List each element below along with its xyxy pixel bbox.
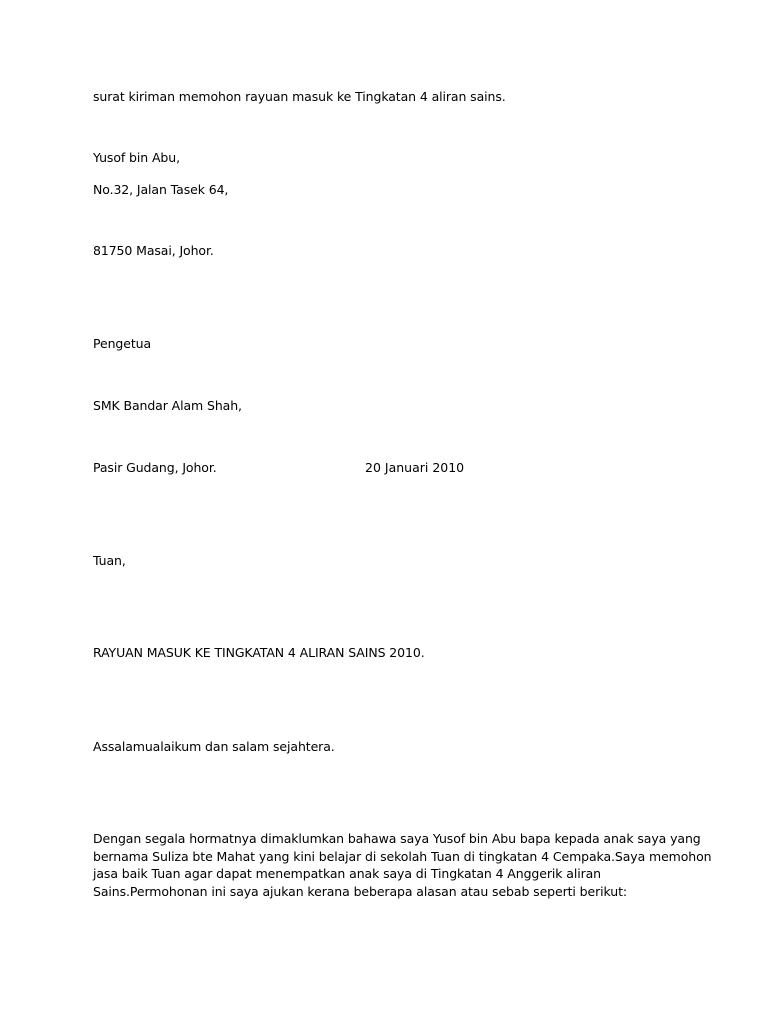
recipient-address: Pasir Gudang, Johor. <box>93 460 217 475</box>
letter-heading: surat kiriman memohon rayuan masuk ke Tingkatan 4 aliran sains. <box>93 89 506 104</box>
greeting: Assalamualaikum dan salam sejahtera. <box>93 739 335 754</box>
recipient-school: SMK Bandar Alam Shah, <box>93 398 242 413</box>
sender-address-line1: No.32, Jalan Tasek 64, <box>93 182 229 197</box>
sender-address-line2: 81750 Masai, Johor. <box>93 243 214 258</box>
letter-date: 20 Januari 2010 <box>365 460 465 475</box>
body-paragraph <box>93 830 712 900</box>
sender-name: Yusof bin Abu, <box>93 150 180 165</box>
recipient-title: Pengetua <box>93 336 152 351</box>
salutation: Tuan, <box>93 553 126 568</box>
body-line: jasa baik Tuan agar dapat menempatkan anak saya di Tingkatan 4 Anggerik aliran <box>93 866 601 881</box>
body-line: bernama Suliza bte Mahat yang kini belajar di sekolah Tuan di tingkatan 4 Cempaka.Saya memohon <box>93 848 712 864</box>
body-line: Sains.Permohonan ini saya ajukan kerana beberapa alasan atau sebab seperti berikut: <box>93 883 628 899</box>
body-line: Dengan segala hormatnya dimaklumkan bahawa saya Yusof bin Abu bapa kepada anak saya yang <box>93 831 701 846</box>
subject-line: RAYUAN MASUK KE TINGKATAN 4 ALIRAN SAINS 2010. <box>93 645 425 660</box>
